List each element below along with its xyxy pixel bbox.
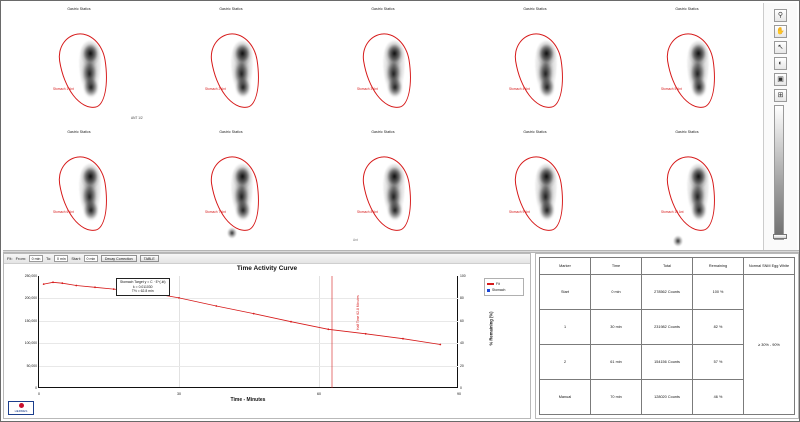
contrast-icon[interactable]: ◐ bbox=[774, 57, 787, 70]
image-cell[interactable] bbox=[307, 3, 459, 126]
image-cell[interactable] bbox=[3, 3, 155, 126]
table-header-row bbox=[540, 258, 795, 275]
image-cell-title: Gastric Statics bbox=[219, 7, 243, 11]
scintigraphy-image bbox=[509, 29, 583, 113]
results-table-panel bbox=[535, 253, 799, 419]
cell-time: 70 min bbox=[591, 380, 642, 415]
image-cell[interactable] bbox=[459, 3, 611, 126]
cell-remaining: 57 % bbox=[693, 345, 744, 380]
image-cell[interactable] bbox=[307, 126, 459, 249]
half-time-marker-label: Half Time 62.8 Minutes bbox=[356, 295, 360, 330]
roi-label: Stomach 5 Ant bbox=[661, 87, 682, 91]
image-cell-title: Gastric Statics bbox=[675, 130, 699, 134]
stomach-curve bbox=[39, 276, 459, 388]
image-cell[interactable] bbox=[611, 3, 763, 126]
pan-icon[interactable]: ✋ bbox=[774, 25, 787, 38]
pointer-icon[interactable]: ↖ bbox=[774, 41, 787, 54]
roi-outline[interactable] bbox=[207, 30, 264, 112]
scintigraphy-image bbox=[661, 29, 735, 113]
cell-total: 278562 Counts bbox=[642, 275, 693, 310]
y-tick: 0 bbox=[35, 386, 37, 390]
from-label: From: bbox=[15, 256, 27, 261]
x-tick: 0 bbox=[38, 392, 40, 396]
distal-activity-spot bbox=[673, 234, 683, 248]
start-label: Start: bbox=[71, 256, 81, 261]
scintigraphy-image bbox=[661, 152, 735, 236]
roi-label: Stomach 3 Ant bbox=[357, 87, 378, 91]
cell-total: 154156 Counts bbox=[642, 345, 693, 380]
invert-icon[interactable]: ▣ bbox=[774, 73, 787, 86]
roi-label: Stomach 7 Ant bbox=[205, 210, 226, 214]
legend-label: Stomach bbox=[492, 288, 506, 292]
x-tick: 60 bbox=[317, 392, 321, 396]
to-label: To: bbox=[46, 256, 52, 261]
column-header-normal: Normal SNM Egg White bbox=[744, 258, 795, 275]
logo-dot-icon bbox=[19, 403, 24, 408]
table-button[interactable]: TABLE bbox=[140, 255, 159, 262]
y-tick: 200,000 bbox=[24, 296, 37, 301]
image-cell-title: Gastric Statics bbox=[523, 7, 547, 11]
image-viewport[interactable] bbox=[3, 3, 765, 250]
fit-k-value: k = 0.011030 bbox=[133, 284, 153, 289]
chart-legend bbox=[484, 278, 524, 296]
results-table bbox=[539, 257, 795, 415]
roi-label: Stomach 1 Ant bbox=[53, 87, 74, 91]
scintigraphy-image bbox=[53, 29, 127, 113]
intensity-slider-thumb[interactable] bbox=[773, 234, 787, 239]
y2-tick: 100 bbox=[460, 274, 466, 278]
image-cell[interactable] bbox=[3, 126, 155, 249]
chart-title: Time Activity Curve bbox=[236, 265, 298, 272]
from-input[interactable]: 0 min bbox=[29, 255, 43, 262]
column-header-total: Total bbox=[642, 258, 693, 275]
scintigraphy-image bbox=[53, 152, 127, 236]
y2-tick: 60 bbox=[460, 318, 464, 323]
cell-remaining: 46 % bbox=[693, 380, 744, 415]
column-header-marker: Marker bbox=[540, 258, 591, 275]
cell-total: 231982 Counts bbox=[642, 310, 693, 345]
fit-equation: Stomach Target y = C · E^(-kt) bbox=[120, 280, 166, 284]
hermes-logo bbox=[8, 401, 34, 415]
y-tick: 100,000 bbox=[24, 341, 37, 346]
y-tick: 50,000 bbox=[26, 363, 37, 368]
fit-annotation bbox=[116, 278, 170, 296]
x-tick: 30 bbox=[177, 392, 181, 396]
y-tick: 150,000 bbox=[24, 318, 37, 323]
scintigraphy-image bbox=[509, 152, 583, 236]
scintigraphy-image bbox=[357, 152, 431, 236]
y2-tick: 0 bbox=[460, 386, 462, 390]
to-input[interactable]: 0 min bbox=[54, 255, 68, 262]
image-cell-title: Gastric Statics bbox=[67, 130, 91, 134]
roi-label: Stomach 4 Ant bbox=[509, 87, 530, 91]
table-row[interactable] bbox=[540, 275, 795, 310]
y2-tick: 20 bbox=[460, 363, 464, 368]
column-header-time: Time bbox=[591, 258, 642, 275]
secondary-y-axis-label: % Remaining (%) bbox=[488, 311, 494, 346]
roi-outline[interactable] bbox=[55, 30, 112, 112]
roi-label: Stomach 6 Ant bbox=[53, 210, 74, 214]
roi-outline[interactable] bbox=[511, 30, 568, 112]
image-cell[interactable] bbox=[611, 126, 763, 249]
cell-time: 30 min bbox=[591, 310, 642, 345]
roi-label: Stomach 10 Ant bbox=[661, 210, 684, 214]
cell-marker: 2 bbox=[540, 345, 591, 380]
image-cell-title: Gastric Statics bbox=[67, 7, 91, 11]
y2-tick: 40 bbox=[460, 341, 464, 346]
image-tool-strip bbox=[763, 3, 797, 250]
y-tick: 250,000 bbox=[24, 274, 37, 278]
time-activity-curve-panel bbox=[3, 253, 531, 419]
start-input[interactable]: 0 min bbox=[84, 255, 98, 262]
legend-label: Fit bbox=[496, 282, 500, 286]
legend-marker-swatch bbox=[487, 289, 490, 292]
y2-tick: 80 bbox=[460, 296, 464, 301]
cell-marker: Start bbox=[540, 275, 591, 310]
cell-time: 61 min bbox=[591, 345, 642, 380]
cell-remaining: 82 % bbox=[693, 310, 744, 345]
distal-activity-spot bbox=[227, 226, 237, 240]
image-cell-title: Gastric Statics bbox=[675, 7, 699, 11]
image-corner-note: ANT 1/2 bbox=[131, 116, 143, 120]
cell-remaining: 100 % bbox=[693, 275, 744, 310]
cell-time: 0 min bbox=[591, 275, 642, 310]
zoom-icon[interactable]: ⚲ bbox=[774, 9, 787, 22]
image-cell[interactable] bbox=[155, 3, 307, 126]
image-mid-note: Ant bbox=[353, 238, 358, 242]
x-tick: 90 bbox=[457, 392, 461, 396]
roi-outline[interactable] bbox=[663, 30, 720, 112]
intensity-slider[interactable] bbox=[774, 105, 784, 240]
decay-correction-button[interactable]: Decay Correction bbox=[101, 255, 137, 262]
x-axis-label: Time - Minutes bbox=[230, 397, 266, 403]
scintigraphy-image bbox=[205, 29, 279, 113]
logo-line1: HERMES bbox=[14, 408, 28, 413]
scintigraphy-image bbox=[357, 29, 431, 113]
image-cell-title: Gastric Statics bbox=[219, 130, 243, 134]
image-cell-title: Gastric Statics bbox=[371, 7, 395, 11]
image-cell[interactable] bbox=[459, 126, 611, 249]
column-header-remaining: Remaining bbox=[693, 258, 744, 275]
fit-label: Fit: bbox=[7, 256, 13, 261]
roi-label: Stomach 8 Ant bbox=[357, 210, 378, 214]
grid-icon[interactable]: ⊞ bbox=[774, 89, 787, 102]
cell-normal: ≥ 30% - 90% bbox=[744, 275, 795, 415]
roi-outline[interactable] bbox=[359, 30, 416, 112]
legend-line-swatch bbox=[487, 283, 494, 284]
legend-item bbox=[487, 287, 521, 293]
roi-outline[interactable] bbox=[663, 153, 720, 235]
cell-total: 128020 Counts bbox=[642, 380, 693, 415]
cell-marker: Manual bbox=[540, 380, 591, 415]
roi-outline[interactable] bbox=[359, 153, 416, 235]
image-row-1 bbox=[3, 3, 765, 126]
fit-halftime-value: T½ = 62.8 min bbox=[131, 289, 154, 294]
image-cell-title: Gastric Statics bbox=[371, 130, 395, 134]
roi-label: Stomach 9 Ant bbox=[509, 210, 530, 214]
image-cell[interactable] bbox=[155, 126, 307, 249]
image-cell-title: Gastric Statics bbox=[523, 130, 547, 134]
roi-label: Stomach 2 Ant bbox=[205, 87, 226, 91]
roi-outline[interactable] bbox=[207, 153, 264, 235]
chart-toolbar bbox=[4, 254, 530, 264]
chart-plot-area[interactable] bbox=[24, 274, 466, 396]
scintigraphy-image bbox=[205, 152, 279, 236]
roi-outline[interactable] bbox=[511, 153, 568, 235]
image-row-2 bbox=[3, 126, 765, 249]
cell-marker: 1 bbox=[540, 310, 591, 345]
roi-outline[interactable] bbox=[55, 153, 112, 235]
